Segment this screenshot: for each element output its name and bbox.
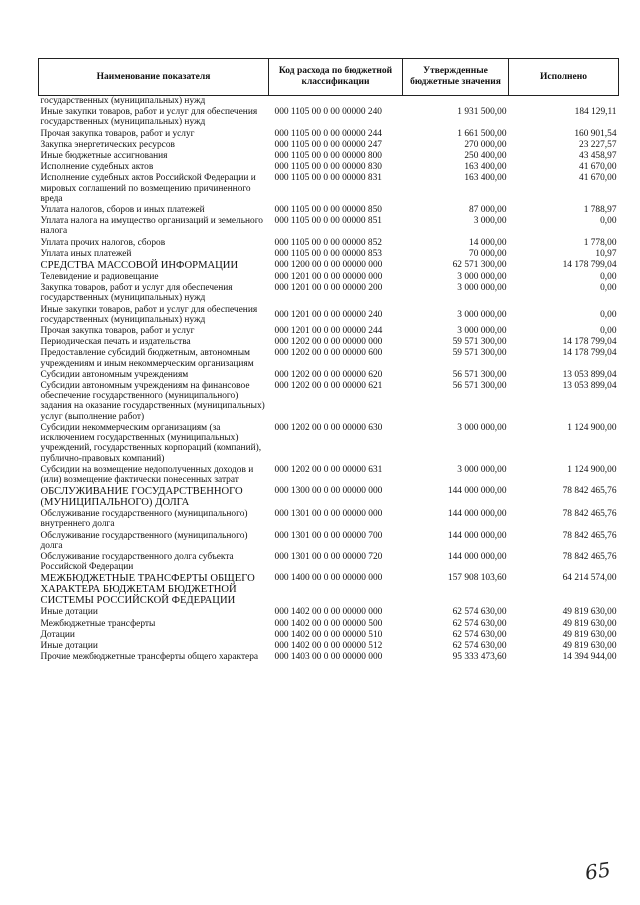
table-row	[39, 552, 619, 573]
row-name: Субсидии некоммерческим организациям (за исключением государственных (муниципальных) учреждений, государственных корпораций (компаний), публично-правовых компаний)	[40, 422, 262, 464]
row-name: МЕЖБЮДЖЕТНЫЕ ТРАНСФЕРТЫ ОБЩЕГО ХАРАКТЕРА БЮДЖЕТАМ БЮДЖЕТНОЙ СИСТЕМЫ РОССИЙСКОЙ ФЕДЕРАЦИИ	[40, 573, 255, 607]
row-approved: 62 574 630,00	[452, 618, 507, 629]
row-code: 000 1402 00 0 00 00000 512	[274, 640, 383, 651]
row-name: Иные закупки товаров, работ и услуг для обеспечения государственных (муниципальных) нужд	[40, 107, 258, 128]
row-approved: 62 574 630,00	[452, 640, 507, 651]
row-name: Исполнение судебных актов	[40, 162, 154, 173]
table-row	[39, 337, 619, 348]
table-row	[39, 272, 619, 283]
row-executed: 43 458,97	[579, 151, 617, 162]
row-executed: 49 819 630,00	[562, 618, 617, 629]
row-executed	[509, 96, 619, 108]
table-row	[39, 238, 619, 249]
row-approved: 62 571 300,00	[452, 260, 507, 271]
table-row	[39, 423, 619, 465]
table-row	[39, 151, 619, 162]
table-row	[39, 619, 619, 630]
row-name: Периодическая печать и издательства	[40, 337, 191, 348]
row-code: 000 1202 00 0 00 00000 620	[274, 369, 383, 380]
row-executed: 78 842 465,76	[562, 486, 617, 497]
row-code: 000 1105 00 0 00 00000 830	[274, 162, 382, 173]
row-code	[269, 96, 403, 108]
row-approved: 1 931 500,00	[457, 107, 507, 118]
row-name: Прочая закупка товаров, работ и услуг	[40, 326, 195, 337]
row-approved: 56 571 300,00	[452, 381, 507, 392]
row-executed: 14 178 799,04	[562, 260, 617, 271]
row-executed: 184 129,11	[574, 107, 617, 118]
table-row	[39, 326, 619, 337]
row-approved: 3 000 000,00	[457, 309, 507, 320]
row-approved: 62 574 630,00	[452, 629, 507, 640]
row-approved: 56 571 300,00	[452, 369, 507, 380]
row-approved: 270 000,00	[464, 139, 507, 150]
row-code: 000 1402 00 0 00 00000 000	[274, 607, 383, 618]
row-name: Исполнение судебных актов Российской Федерации и мировых соглашений по возмещению причиненного вреда	[40, 173, 256, 204]
row-executed: 49 819 630,00	[562, 629, 617, 640]
row-executed: 0,00	[600, 272, 617, 283]
table-row	[39, 216, 619, 237]
row-approved: 144 000 000,00	[447, 486, 507, 497]
row-name: Субсидии автономным учреждениям на финансовое обеспечение государственного (муниципального) задания на оказание государственных (муниципальных) услуг (выполнение работ)	[40, 381, 265, 422]
row-code: 000 1402 00 0 00 00000 500	[274, 618, 383, 629]
table-row	[39, 249, 619, 260]
row-name: государственных (муниципальных) нужд	[40, 96, 206, 106]
row-approved: 163 400,00	[464, 162, 507, 173]
row-approved: 3 000 000,00	[457, 283, 507, 294]
row-executed: 0,00	[600, 216, 617, 227]
row-code: 000 1201 00 0 00 00000 000	[274, 272, 383, 283]
table-row	[39, 260, 619, 272]
header-approved: Утвержденные бюджетные значения	[403, 59, 509, 96]
table-row	[39, 96, 619, 108]
row-executed: 160 901,54	[574, 128, 617, 139]
row-code: 000 1301 00 0 00 00000 000	[274, 509, 383, 520]
table-row	[39, 630, 619, 641]
row-executed: 13 053 899,04	[562, 369, 617, 380]
header-executed: Исполнено	[509, 59, 619, 96]
row-code: 000 1105 00 0 00 00000 831	[274, 173, 382, 184]
row-approved: 3 000,00	[473, 216, 507, 227]
row-name: Иные закупки товаров, работ и услуг для обеспечения государственных (муниципальных) нужд	[40, 304, 258, 325]
row-executed: 1 124 900,00	[567, 422, 617, 433]
row-executed: 49 819 630,00	[562, 607, 617, 618]
row-code: 000 1202 00 0 00 00000 000	[274, 337, 383, 348]
table-row	[39, 573, 619, 607]
row-code: 000 1400 00 0 00 00000 000	[274, 573, 383, 584]
header-name: Наименование показателя	[39, 59, 269, 96]
row-executed: 0,00	[600, 309, 617, 320]
row-code: 000 1202 00 0 00 00000 630	[274, 422, 383, 433]
row-executed: 41 670,00	[579, 173, 617, 184]
row-name: ОБСЛУЖИВАНИЕ ГОСУДАРСТВЕННОГО (МУНИЦИПАЛЬНОГО) ДОЛГА	[40, 486, 243, 509]
row-name: Телевидение и радиовещание	[40, 272, 159, 283]
row-name: Субсидии на возмещение недополученных доходов и (или) возмещение фактически понесенных затрат	[40, 464, 254, 485]
row-executed: 1 124 900,00	[567, 464, 617, 475]
row-executed: 78 842 465,76	[562, 530, 617, 541]
budget-table-sheet	[38, 58, 618, 663]
row-approved: 87 000,00	[469, 205, 507, 216]
table-row	[39, 305, 619, 326]
table-row	[39, 509, 619, 530]
row-approved: 59 571 300,00	[452, 348, 507, 359]
row-code: 000 1105 00 0 00 00000 851	[274, 216, 382, 227]
table-row	[39, 531, 619, 552]
row-approved: 157 908 103,60	[447, 573, 507, 584]
header-code: Код расхода по бюджетной классификации	[269, 59, 403, 96]
row-name: Иные дотации	[40, 640, 98, 651]
row-executed: 14 178 799,04	[562, 337, 617, 348]
row-executed: 14 178 799,04	[562, 348, 617, 359]
row-name: Субсидии автономным учреждениям	[40, 369, 189, 380]
row-approved: 163 400,00	[464, 173, 507, 184]
row-approved: 144 000 000,00	[447, 530, 507, 541]
row-executed: 41 670,00	[579, 162, 617, 173]
row-name: Уплата налогов, сборов и иных платежей	[40, 205, 205, 216]
row-name: Иные бюджетные ассигнования	[40, 151, 168, 162]
table-row	[39, 641, 619, 652]
row-approved: 1 661 500,00	[457, 128, 507, 139]
table-row	[39, 140, 619, 151]
page-number: 65	[583, 857, 612, 885]
row-code: 000 1105 00 0 00 00000 850	[274, 205, 382, 216]
row-approved: 3 000 000,00	[457, 422, 507, 433]
row-name: Уплата иных платежей	[40, 248, 132, 259]
table-row	[39, 465, 619, 486]
table-row	[39, 486, 619, 509]
table-row	[39, 283, 619, 304]
row-executed: 23 227,57	[579, 139, 617, 150]
row-name: Прочая закупка товаров, работ и услуг	[40, 128, 195, 139]
row-approved: 144 000 000,00	[447, 509, 507, 520]
row-code: 000 1200 00 0 00 00000 000	[274, 260, 383, 271]
row-executed: 64 214 574,00	[562, 573, 617, 584]
row-name: Дотации	[40, 629, 75, 640]
row-name: Обслуживание государственного (муниципального) долга	[40, 530, 248, 551]
row-approved: 95 333 473,60	[452, 652, 507, 663]
row-code: 000 1105 00 0 00 00000 240	[274, 107, 382, 118]
row-approved: 144 000 000,00	[447, 551, 507, 562]
row-code: 000 1105 00 0 00 00000 852	[274, 237, 382, 248]
row-code: 000 1202 00 0 00 00000 600	[274, 348, 383, 359]
table-row	[39, 107, 619, 128]
table-row	[39, 129, 619, 140]
row-code: 000 1105 00 0 00 00000 853	[274, 248, 382, 259]
table-row	[39, 370, 619, 381]
budget-execution-table	[38, 58, 619, 663]
row-code: 000 1201 00 0 00 00000 244	[274, 326, 383, 337]
row-code: 000 1105 00 0 00 00000 244	[274, 128, 382, 139]
row-name: Обслуживание государственного долга субъекта Российской Федерации	[40, 551, 234, 573]
row-code: 000 1105 00 0 00 00000 800	[274, 151, 382, 162]
row-name: Прочие межбюджетные трансферты общего характера	[40, 652, 259, 663]
table-row	[39, 205, 619, 216]
row-approved: 3 000 000,00	[457, 326, 507, 337]
row-executed: 49 819 630,00	[562, 640, 617, 651]
row-executed: 78 842 465,76	[562, 551, 617, 562]
row-approved: 3 000 000,00	[457, 464, 507, 475]
row-name: Обслуживание государственного (муниципального) внутреннего долга	[40, 509, 248, 530]
row-name: СРЕДСТВА МАССОВОЙ ИНФОРМАЦИИ	[40, 260, 239, 272]
row-approved: 250 400,00	[464, 151, 507, 162]
table-header-row	[39, 59, 619, 96]
row-executed: 13 053 899,04	[562, 381, 617, 392]
row-executed: 0,00	[600, 283, 617, 294]
row-name: Закупка энергетических ресурсов	[40, 139, 175, 150]
row-executed: 10,97	[595, 248, 617, 259]
row-name: Межбюджетные трансферты	[40, 618, 156, 629]
row-code: 000 1201 00 0 00 00000 240	[274, 309, 383, 320]
row-code: 000 1403 00 0 00 00000 000	[274, 652, 383, 663]
row-code: 000 1301 00 0 00 00000 700	[274, 530, 383, 541]
table-row	[39, 652, 619, 663]
row-executed: 14 394 944,00	[562, 652, 617, 663]
row-name: Уплата прочих налогов, сборов	[40, 237, 166, 248]
row-executed: 0,00	[600, 326, 617, 337]
row-name: Уплата налога на имущество организаций и земельного налога	[40, 216, 263, 237]
table-row	[39, 348, 619, 369]
row-code: 000 1105 00 0 00 00000 247	[274, 139, 382, 150]
row-approved: 59 571 300,00	[452, 337, 507, 348]
row-approved	[403, 96, 509, 108]
row-code: 000 1301 00 0 00 00000 720	[274, 551, 383, 562]
row-code: 000 1202 00 0 00 00000 631	[274, 464, 383, 475]
row-code: 000 1300 00 0 00 00000 000	[274, 486, 383, 497]
row-approved: 70 000,00	[469, 248, 507, 259]
row-code: 000 1202 00 0 00 00000 621	[274, 381, 383, 392]
table-row	[39, 162, 619, 173]
table-row	[39, 607, 619, 618]
row-code: 000 1402 00 0 00 00000 510	[274, 629, 383, 640]
row-name: Иные дотации	[40, 607, 98, 618]
row-code: 000 1201 00 0 00 00000 200	[274, 283, 383, 294]
row-executed: 78 842 465,76	[562, 509, 617, 520]
table-row	[39, 173, 619, 205]
table-row	[39, 381, 619, 423]
row-approved: 62 574 630,00	[452, 607, 507, 618]
row-name: Закупка товаров, работ и услуг для обеспечения государственных (муниципальных) нужд	[40, 283, 233, 304]
row-approved: 3 000 000,00	[457, 272, 507, 283]
row-approved: 14 000,00	[469, 237, 507, 248]
row-name: Предоставление субсидий бюджетным, автономным учреждениям и иным некоммерческим организациям	[40, 348, 254, 369]
row-executed: 1 788,97	[583, 205, 617, 216]
row-executed: 1 778,00	[583, 237, 617, 248]
table-body	[39, 96, 619, 664]
